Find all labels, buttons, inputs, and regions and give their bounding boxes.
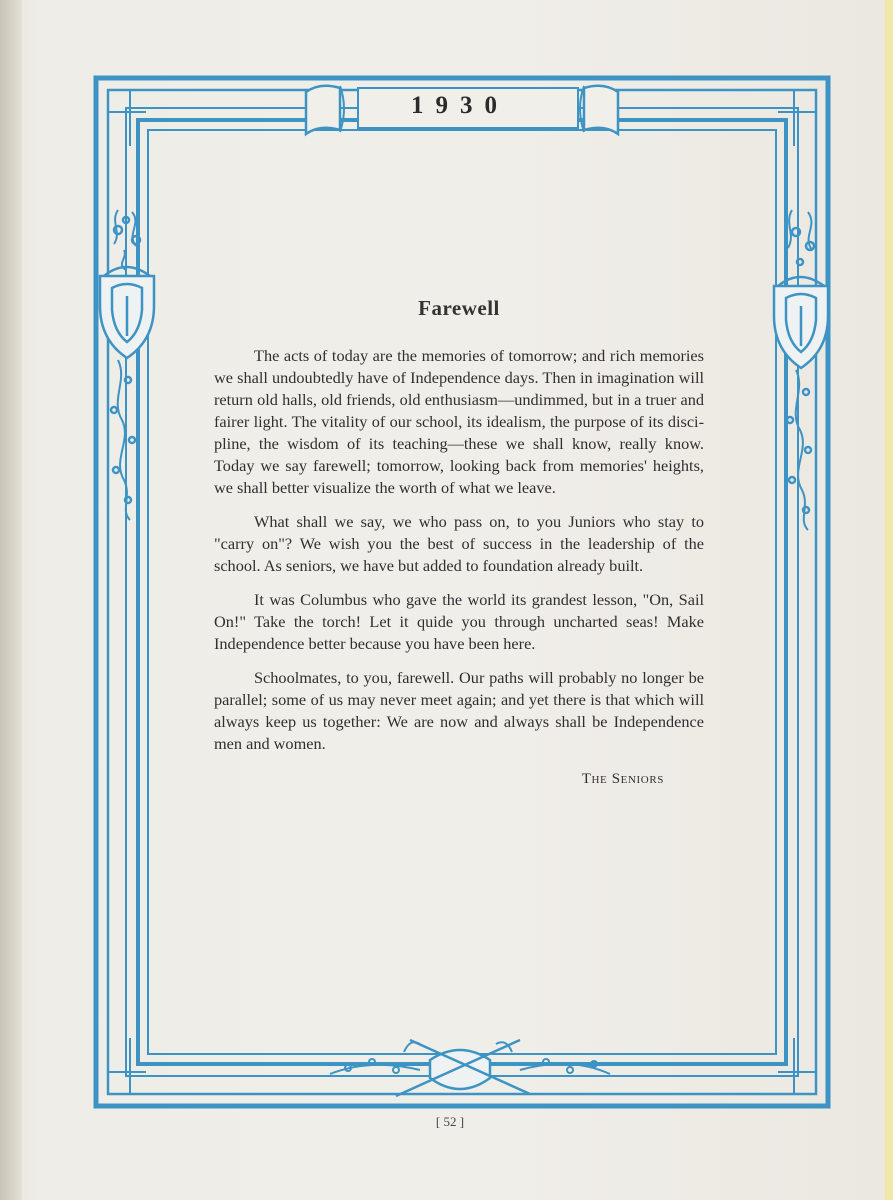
page-number: [ 52 ] — [435, 1114, 465, 1129]
bottom-torch-ornament — [330, 1040, 610, 1096]
year-heading: 1930 — [411, 92, 509, 119]
article — [214, 296, 704, 788]
paragraph-4: Schoolmates, to you, farewell. Our paths will probably no longer be parallel; some of us may never meet again; and yet there is that which will always keep us together: We are now and always shall be Independence men and women. — [214, 668, 704, 753]
signature: The Seniors — [581, 771, 664, 787]
article-title: Farewell — [418, 296, 500, 320]
paragraph-1: The acts of today are the memories of tomorrow; and rich memories we shall undoubtedly have of Independence days. Then in imagination will return old halls, old friends, old enthusiasm—undimmed, but in a truer and fairer light. The vitality of our school, its idealism, the purpose of its discipline, the wisdom of its teaching—these we shall know, really know. Today we say farewell; tomorrow, looking back from memories' heights, we shall better visualize the worth of what we leave. — [214, 346, 704, 497]
right-shield-ornament — [774, 210, 828, 530]
paragraph-3: It was Columbus who gave the world its grandest lesson, "On, Sail On!" Take the torch! Let it quide you through uncharted seas! Make Independence better because you have been here. — [214, 590, 704, 653]
paragraph-2: What shall we say, we who pass on, to you Juniors who stay to "carry on"? We wish you the best of success in the leadership of the school. As seniors, we have but added to foundation already built. — [214, 512, 704, 575]
